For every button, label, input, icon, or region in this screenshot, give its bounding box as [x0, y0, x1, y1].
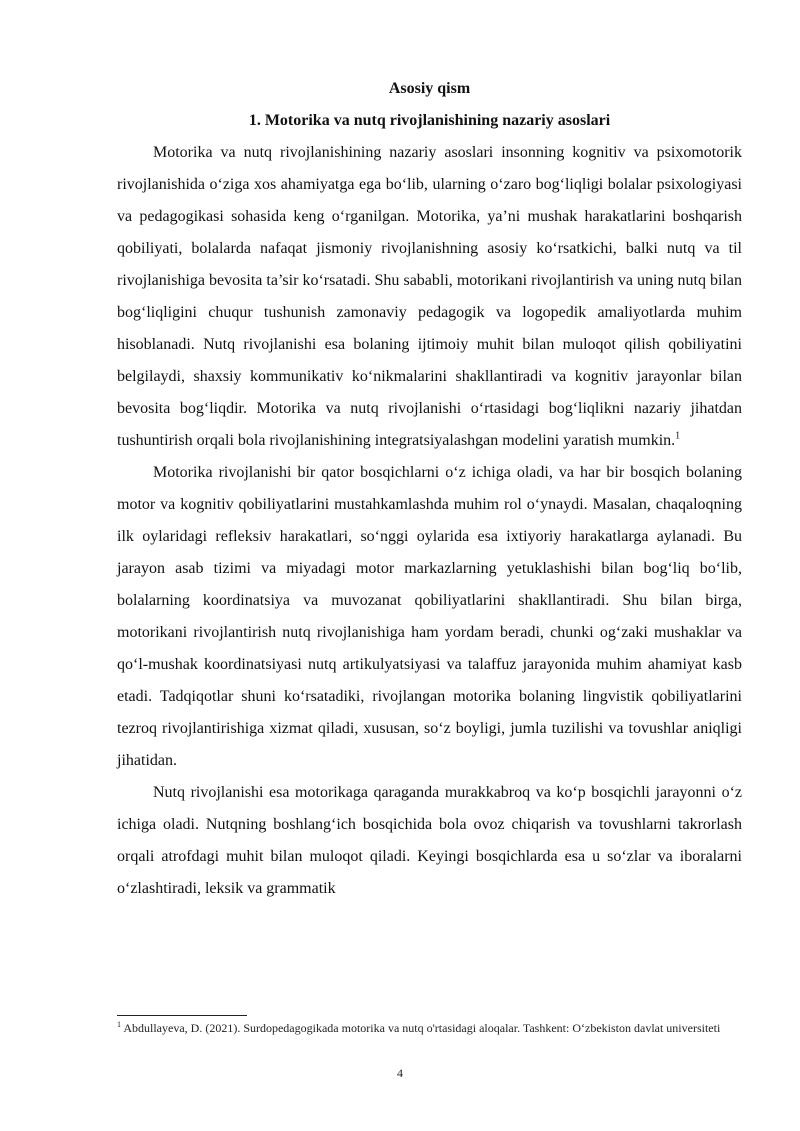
page-number: 4: [397, 1066, 403, 1080]
footnote-marker: 1: [117, 1020, 121, 1029]
page-body: [117, 73, 742, 905]
footnote-reference[interactable]: 1: [675, 430, 681, 442]
paragraph-1: [117, 137, 742, 457]
paragraph-3: Nutq rivojlanishi esa motorikaga qaraganda murakkabroq va ko‘p bosqichli jarayonni o‘z ichiga oladi. Nutqning boshlang‘ich bosqichida bola ovoz chiqarish va tovushlarni takrorlash orqali atrofdagi muhit bilan muloqot qiladi. Keyingi bosqichlarda esa u so‘zlar va iboralarni o‘zlashtiradi, leksik va grammatik: [117, 784, 742, 897]
footnote-text: Abdullayeva, D. (2021). Surdopedagogikada motorika va nutq o'rtasidagi aloqalar. Tashkent: O‘zbekiston davlat universiteti: [123, 1021, 721, 1035]
paragraph-1-text: Motorika va nutq rivojlanishining nazariy asoslari insonning kognitiv va psixomotorik rivojlanishida o‘ziga xos ahamiyatga ega bo‘lib, ularning o‘zaro bog‘liqligi bolalar psixologiyasi va pedagogikasi sohasida keng o‘rganilgan. Motorika, ya’ni mushak harakatlarini boshqarish qobiliyati, bolalarda nafaqat jismoniy rivojlanishning asosiy ko‘rsatkichi, balki nutq va til rivojlanishiga bevosita ta’sir ko‘rsatadi. Shu sababli, motorikani rivojlantirish va uning nutq bilan bog‘liqligini chuqur tushunish zamonaviy pedagogik va logopedik amaliyotlarda muhim hisoblanadi. Nutq rivojlanishi esa bolaning ijtimoiy muhit bilan muloqot qilish qobiliyatini belgilaydi, shaxsiy kommunikativ ko‘nikmalarini shakllantiradi va kognitiv jarayonlar bilan bevosita bog‘liqdir. Motorika va nutq rivojlanishi o‘rtasidagi bog‘liqlikni nazariy jihatdan tushuntirish orqali bola rivojlanishining integratsiyalashgan modelini yaratish mumkin.: [117, 144, 742, 449]
chapter-title: 1. Motorika va nutq rivojlanishining nazariy asoslari: [248, 112, 611, 129]
footnote-divider: [117, 1015, 247, 1016]
paragraph-2: Motorika rivojlanishi bir qator bosqichlarni o‘z ichiga oladi, va har bir bosqich bolaning motor va kognitiv qobiliyatlarini mustahkamlashda muhim rol o‘ynaydi. Masalan, chaqaloqning ilk oylaridagi refleksiv harakatlari, so‘nggi oylarida esa ixtiyoriy harakatlarga aylanadi. Bu jarayon asab tizimi va miyadagi motor markazlarning yetuklashishi bilan bog‘liq bo‘lib, bolalarning koordinatsiya va muvozanat qobiliyatlarini shakllantiradi. Shu bilan birga, motorikani rivojlantirish nutq rivojlanishiga ham yordam beradi, chunki og‘zaki mushaklar va qo‘l-mushak koordinatsiyasi nutq artikulyatsiyasi va talaffuz jarayonida muhim ahamiyat kasb etadi. Tadqiqotlar shuni ko‘rsatadiki, rivojlangan motorika bolaning lingvistik qobiliyatlarini tezroq rivojlantirishiga xizmat qiladi, xususan, so‘z boyligi, jumla tuzilishi va tovushlar aniqligi jihatidan.: [117, 464, 742, 769]
section-title: Asosiy qism: [388, 80, 471, 97]
footnote: [117, 1020, 742, 1037]
